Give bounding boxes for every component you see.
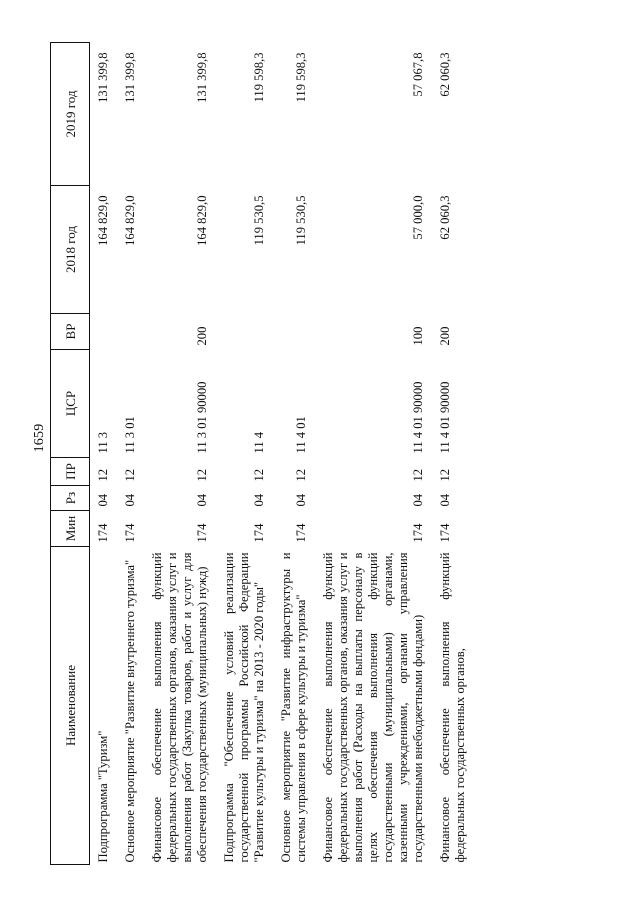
row-min: 174 [195,523,209,543]
row-name: Основное мероприятие "Развитие инфраструктуры и системы управления в сфере культуры и туризма" [279,552,308,863]
row-name: Подпрограмма "Обеспечение условий реализации государственной программы Российской Федерации "Развитие культуры и туризма" на 2013 - 2020 годы" [222,552,266,863]
row-2018: 164 829,0 [96,195,110,246]
row-name: Финансовое обеспечение выполнения функций федеральных государственных органов, оказания услуг и выполнения работ (Закупка товаров, работ и услуг для обеспечения государственных (муниципальных) нужд) [150,552,209,863]
table-row [90,43,118,865]
row-pr: 12 [438,468,452,482]
row-2019: 119 598,3 [294,52,308,103]
row-2019: 57 067,8 [411,52,425,97]
row-vr: 200 [438,326,452,346]
row-name: Финансовое обеспечение выполнения функций федеральных государственных органов, [438,552,467,863]
row-2018: 119 530,5 [252,195,266,246]
row-2019: 131 399,8 [96,52,110,103]
header-rz: Рз [51,486,90,511]
row-csr: 11 4 01 90000 [411,381,425,454]
row-pr: 12 [411,468,425,482]
row-vr [90,314,118,350]
row-vr [273,314,315,350]
table-row [144,43,216,865]
row-name: Основное мероприятие "Развитие внутреннего туризма" [123,559,137,863]
row-rz: 04 [294,493,308,507]
row-csr: 11 3 01 90000 [195,381,209,454]
row-min: 174 [294,523,308,543]
row-csr: 11 4 01 90000 [438,381,452,454]
row-vr: 100 [411,326,425,346]
rotated-content [50,43,609,865]
row-rz: 04 [195,493,209,507]
row-min: 174 [123,523,137,543]
row-csr: 11 3 01 [123,416,137,454]
header-csr: ЦСР [51,350,90,458]
row-rz: 04 [96,493,110,507]
row-2019: 131 399,8 [195,52,209,103]
row-csr: 11 4 01 [294,416,308,454]
row-2018: 164 829,0 [195,195,209,246]
row-vr [117,314,144,350]
row-pr: 12 [96,468,110,482]
row-rz: 04 [438,493,452,507]
row-csr: 11 3 [96,431,110,454]
row-name: Подпрограмма "Туризм" [96,730,110,863]
row-pr: 12 [294,468,308,482]
row-name: Финансовое обеспечение выполнения функций федеральных государственных органов, оказания услуг и выполнения работ (Расходы на выплаты персоналу в целях обеспечения выполнения функций государственными (муниципальными) органами, казенными учреждениями, органами управления государственными внебюджетными фондами) [321,552,425,863]
row-rz: 04 [252,493,266,507]
row-csr: 11 4 [252,431,266,454]
table-row [315,43,432,865]
header-vr: ВР [51,314,90,350]
table-row [117,43,144,865]
table-header-row [51,43,90,865]
row-2018: 119 530,5 [294,195,308,246]
table-row [432,43,474,865]
row-2019: 131 399,8 [123,52,137,103]
row-pr: 12 [123,468,137,482]
row-pr: 12 [252,468,266,482]
row-2019: 119 598,3 [252,52,266,103]
table-row [273,43,315,865]
row-min: 174 [96,523,110,543]
row-min: 174 [438,523,452,543]
header-2018: 2018 год [51,186,90,314]
header-pr: ПР [51,458,90,486]
row-2018: 164 829,0 [123,195,137,246]
page-number: 1659 [32,423,47,453]
header-name: Наименование [51,547,90,865]
row-min: 174 [411,523,425,543]
row-rz: 04 [411,493,425,507]
row-2018: 57 000,0 [411,195,425,240]
header-2019: 2019 год [51,43,90,186]
row-2018: 62 060,3 [438,195,452,240]
row-vr [216,314,273,350]
row-rz: 04 [123,493,137,507]
table-row [216,43,273,865]
row-vr: 200 [195,326,209,346]
row-pr: 12 [195,468,209,482]
header-min: Мин [51,511,90,547]
row-2019: 62 060,3 [438,52,452,97]
row-min: 174 [252,523,266,543]
budget-table [50,42,474,865]
